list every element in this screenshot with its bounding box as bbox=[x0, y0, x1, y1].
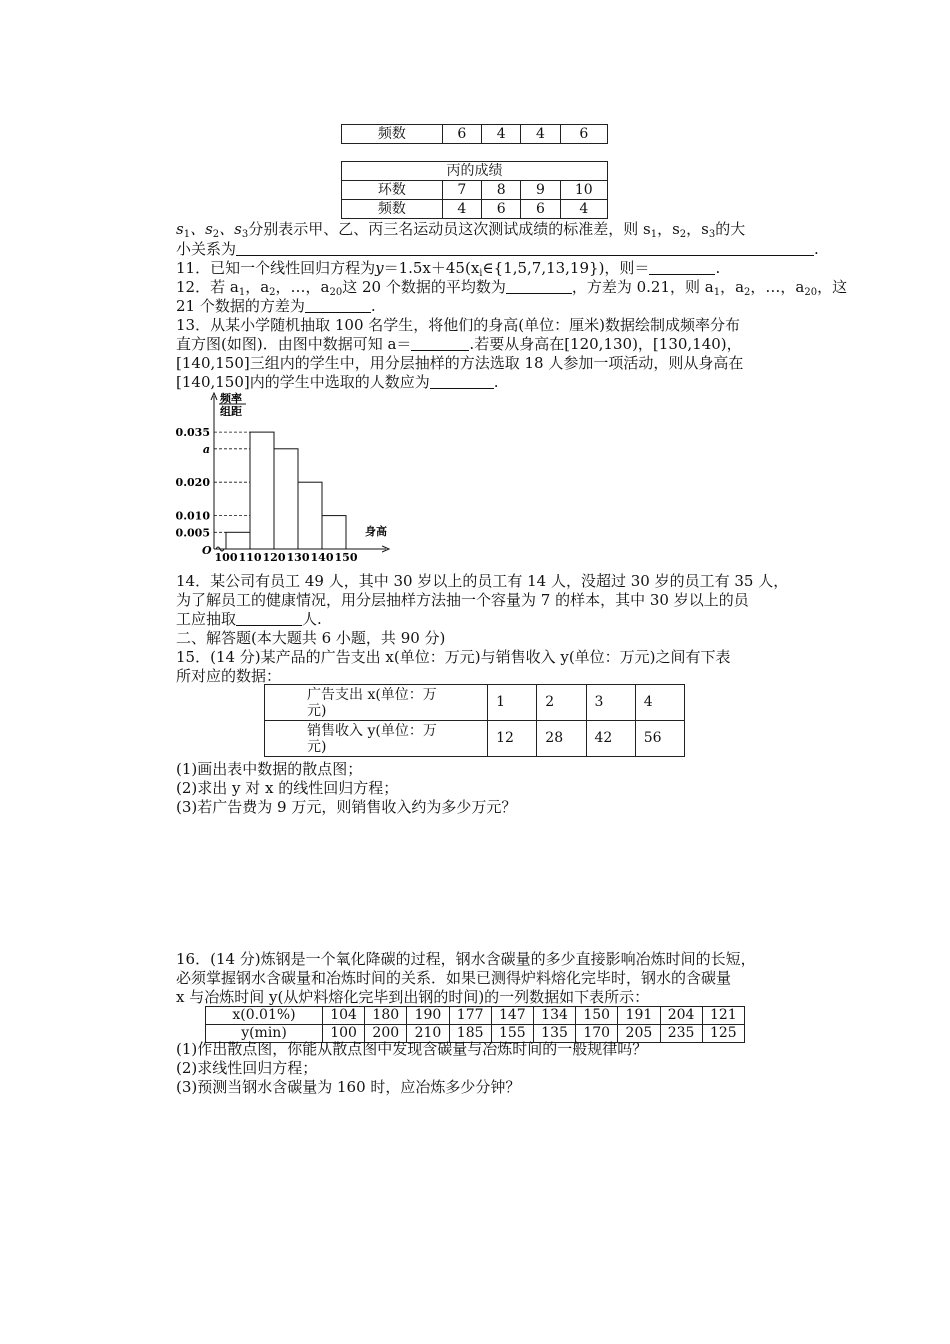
y-tick-label: 0.010 bbox=[176, 509, 210, 523]
score-table-top bbox=[341, 124, 608, 144]
q14-line1: 14．某公司有员工 49 人，其中 30 岁以上的员工有 14 人，没超过 30 岁的员工有 35 人， bbox=[176, 572, 789, 590]
y-tick-label: 0.035 bbox=[176, 426, 210, 440]
answer-blank[interactable] bbox=[236, 611, 302, 626]
q10-line1: $s_1$、$s_2$、$s_3$分别表示甲、乙、丙三名运动员这次测试成绩的标准差，则 $s_1$，$s_2$，$s_3$的大 bbox=[176, 220, 746, 240]
histogram-bar bbox=[322, 516, 346, 549]
table-cell: 185 bbox=[449, 1025, 491, 1043]
frequency-label: 频数 bbox=[342, 125, 443, 144]
q15-part3: (3)若广告费为 9 万元，则销售收入约为多少万元？ bbox=[176, 798, 517, 816]
x-tick-label: 110 bbox=[238, 551, 262, 562]
x-tick-label: 100 bbox=[214, 551, 238, 562]
table-cell: 7 bbox=[442, 181, 481, 200]
table-cell: 4 bbox=[560, 200, 607, 219]
x-label: x(0.01%) bbox=[206, 1007, 323, 1025]
q12-line2: 21 个数据的方差为 . bbox=[176, 297, 376, 315]
y-tick-label: a bbox=[202, 442, 210, 456]
table-cell: 204 bbox=[660, 1007, 702, 1025]
table-title: 丙的成绩 bbox=[342, 162, 608, 181]
q16-part2: (2)求线性回归方程； bbox=[176, 1059, 318, 1077]
table-cell: 125 bbox=[702, 1025, 744, 1043]
histogram-bar bbox=[298, 482, 322, 549]
answer-blank[interactable] bbox=[236, 241, 814, 256]
table-cell: 1 bbox=[488, 685, 537, 721]
table-cell: 6 bbox=[521, 200, 560, 219]
table-cell: 190 bbox=[407, 1007, 449, 1025]
x-tick-label: 120 bbox=[262, 551, 286, 562]
y-tick-label: 0.020 bbox=[176, 476, 210, 490]
x-tick-label: 150 bbox=[334, 551, 358, 562]
q15-line2: 所对应的数据： bbox=[176, 667, 282, 685]
table-cell: 210 bbox=[407, 1025, 449, 1043]
answer-blank[interactable] bbox=[649, 260, 715, 275]
row-label: 销售收入 y(单位：万 元) bbox=[265, 721, 488, 757]
table-cell: 3 bbox=[586, 685, 635, 721]
x-tick-label: 130 bbox=[286, 551, 310, 562]
row-label: 广告支出 x(单位：万 元) bbox=[265, 685, 488, 721]
answer-blank[interactable] bbox=[430, 374, 494, 389]
frequency-histogram bbox=[176, 392, 396, 562]
table-cell: 4 bbox=[635, 685, 684, 721]
q16-part3: (3)预测当钢水含碳量为 160 时，应冶炼多少分钟？ bbox=[176, 1078, 521, 1096]
table-cell: 56 bbox=[635, 721, 684, 757]
q16-line3: x 与冶炼时间 y(从炉料熔化完毕到出钢的时间)的一列数据如下表所示： bbox=[176, 988, 650, 1006]
origin-label: O bbox=[202, 544, 212, 557]
q16-line1: 16．(14 分)炼钢是一个氧化降碳的过程，钢水含碳量的多少直接影响冶炼时间的长短， bbox=[176, 950, 756, 968]
q15-line1: 15．(14 分)某产品的广告支出 x(单位：万元)与销售收入 y(单位：万元)之间有下表 bbox=[176, 648, 731, 666]
q15-part1: (1)画出表中数据的散点图； bbox=[176, 760, 363, 778]
table-cell: 9 bbox=[521, 181, 560, 200]
q14-line2: 为了解员工的健康情况，用分层抽样方法抽一个容量为 7 的样本，其中 30 岁以上的员 bbox=[176, 591, 749, 609]
table-cell: 6 bbox=[560, 125, 607, 144]
table-cell: 100 bbox=[323, 1025, 365, 1043]
table-cell: 104 bbox=[323, 1007, 365, 1025]
q12-line1: 12．若 $a_1$，$a_2$，…，$a_{20}$这 20 个数据的平均数为 ，方差为 0.21，则 $a_1$，$a_2$，…，$a_{20}$，这 bbox=[176, 278, 848, 298]
table-cell: 235 bbox=[660, 1025, 702, 1043]
table-cell: 155 bbox=[491, 1025, 533, 1043]
x-tick-label: 140 bbox=[310, 551, 334, 562]
q16-part1: (1)作出散点图，你能从散点图中发现含碳量与冶炼时间的一般规律吗？ bbox=[176, 1040, 648, 1058]
carbon-time-table bbox=[205, 1006, 745, 1043]
y-tick-label: 0.005 bbox=[176, 526, 210, 540]
table-cell: 4 bbox=[521, 125, 560, 144]
table-cell: 200 bbox=[365, 1025, 407, 1043]
y-axis-label-bottom: 组距 bbox=[220, 405, 242, 418]
table-cell: 134 bbox=[533, 1007, 575, 1025]
table-cell: 6 bbox=[442, 125, 481, 144]
q14-line3: 工应抽取 人. bbox=[176, 610, 322, 628]
table-cell: 6 bbox=[482, 200, 521, 219]
y-axis-label-top: 频率 bbox=[220, 392, 242, 405]
table-cell: 170 bbox=[576, 1025, 618, 1043]
table-cell: 135 bbox=[533, 1025, 575, 1043]
y-label: y(min) bbox=[206, 1025, 323, 1043]
answer-blank[interactable] bbox=[305, 298, 371, 313]
table-cell: 147 bbox=[491, 1007, 533, 1025]
q11: 11．已知一个线性回归方程为$y=1.5x+45(x_i\in\{1,5,7,13,19\})$，则＝ . bbox=[176, 259, 721, 279]
table-cell: 4 bbox=[442, 200, 481, 219]
section-heading: 二、解答题(本大题共 6 小题，共 90 分) bbox=[176, 629, 446, 647]
q13-line2: 直方图(如图)．由图中数据可知 a＝ .若要从身高在[120,130)，[130,140)， bbox=[176, 335, 742, 353]
histogram-bar bbox=[274, 449, 298, 549]
q13-line3: [140,150]三组内的学生中，用分层抽样的方法选取 18 人参加一项活动，则从身高在 bbox=[176, 354, 744, 372]
table-cell: 121 bbox=[702, 1007, 744, 1025]
table-cell: 191 bbox=[618, 1007, 660, 1025]
q13-line4: [140,150]内的学生中选取的人数应为 . bbox=[176, 373, 499, 391]
frequency-label: 频数 bbox=[342, 200, 443, 219]
table-cell: 150 bbox=[576, 1007, 618, 1025]
histogram-bar bbox=[226, 532, 250, 549]
histogram-bar bbox=[250, 432, 274, 549]
table-cell: 12 bbox=[488, 721, 537, 757]
q15-part2: (2)求出 y 对 x 的线性回归方程； bbox=[176, 779, 399, 797]
table-cell: 10 bbox=[560, 181, 607, 200]
q10-line2: 小关系为 . bbox=[176, 240, 819, 258]
answer-blank[interactable] bbox=[506, 279, 572, 294]
ring-label: 环数 bbox=[342, 181, 443, 200]
table-cell: 205 bbox=[618, 1025, 660, 1043]
ad-sales-table bbox=[264, 684, 685, 757]
table-cell: 28 bbox=[537, 721, 586, 757]
q16-line2: 必须掌握钢水含碳量和冶炼时间的关系．如果已测得炉料熔化完毕时，钢水的含碳量 bbox=[176, 969, 732, 987]
table-cell: 2 bbox=[537, 685, 586, 721]
answer-blank[interactable] bbox=[411, 336, 469, 351]
table-cell: 4 bbox=[482, 125, 521, 144]
score-table-bing bbox=[341, 161, 608, 219]
table-cell: 177 bbox=[449, 1007, 491, 1025]
x-axis-label: 身高 bbox=[365, 525, 387, 538]
table-cell: 180 bbox=[365, 1007, 407, 1025]
table-cell: 8 bbox=[482, 181, 521, 200]
table-cell: 42 bbox=[586, 721, 635, 757]
q13-line1: 13．从某小学随机抽取 100 名学生，将他们的身高(单位：厘米)数据绘制成频率分布 bbox=[176, 316, 740, 334]
